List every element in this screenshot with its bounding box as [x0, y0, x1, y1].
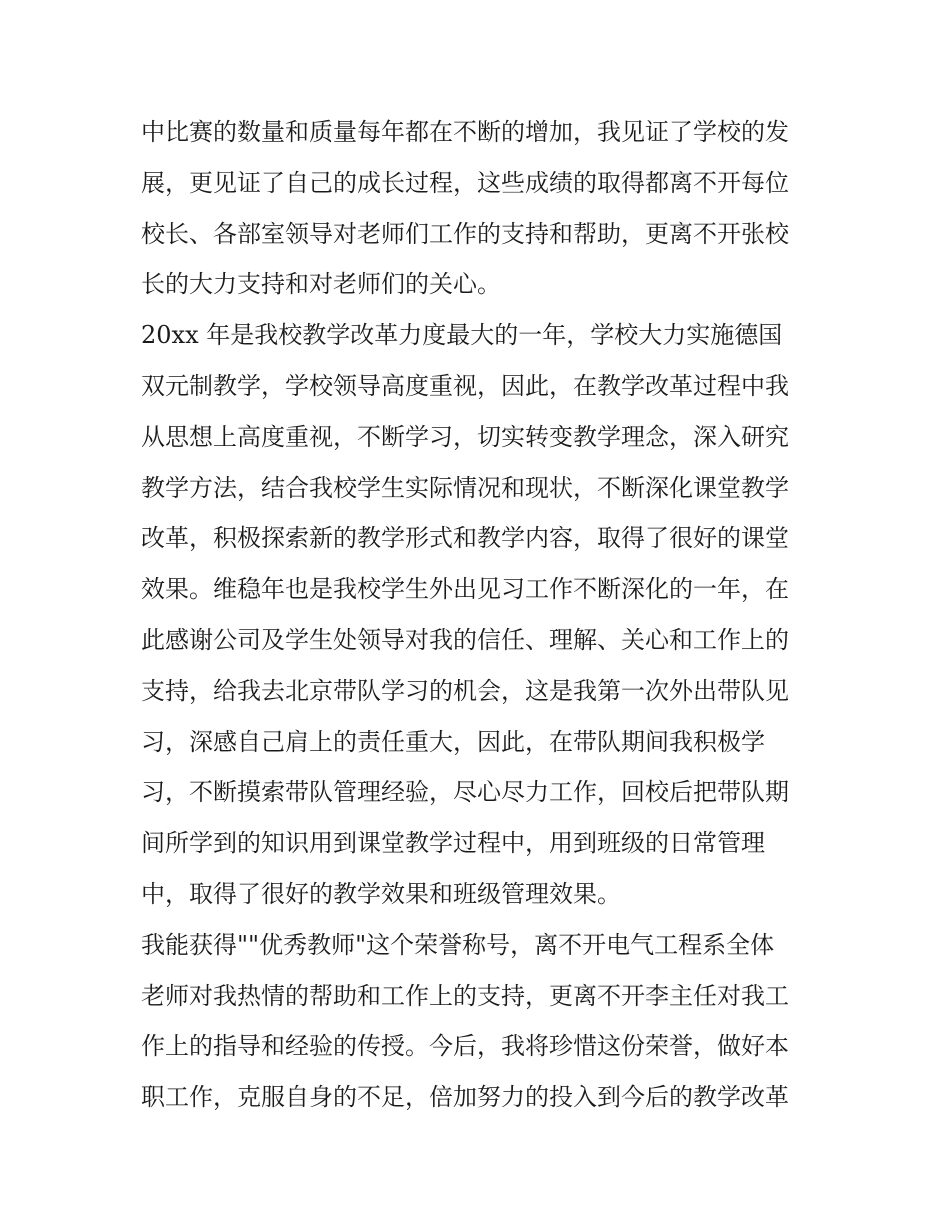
- text-line: 展，更见证了自己的成长过程，这些成绩的取得都离不开每位: [141, 168, 789, 197]
- text-line: 从思想上高度重视，不断学习，切实转变教学理念，深入研究: [141, 422, 789, 451]
- text-line: 职工作，克服自身的不足，倍加努力的投入到今后的教学改革: [141, 1083, 789, 1112]
- text-line: 效果。维稳年也是我校学生外出见习工作不断深化的一年，在: [141, 575, 789, 604]
- text-line: 校长、各部室领导对老师们工作的支持和帮助，更离不开张校: [141, 219, 789, 248]
- paragraph-2: [141, 310, 821, 920]
- text-line: 长的大力支持和对老师们的关心。: [141, 270, 501, 299]
- text-line: 老师对我热情的帮助和工作上的支持，更离不开李主任对我工: [141, 981, 789, 1010]
- text-line: 我能获得""优秀教师"这个荣誉称号，离不开电气工程系全体: [141, 930, 775, 959]
- text-line: 间所学到的知识用到课堂教学过程中，用到班级的日常管理: [141, 829, 765, 858]
- document-body: [141, 107, 821, 1123]
- paragraph-1: [141, 107, 821, 310]
- text-line: 教学方法，结合我校学生实际情况和现状，不断深化课堂教学: [141, 473, 789, 502]
- text-line: 中比赛的数量和质量每年都在不断的增加，我见证了学校的发: [141, 118, 789, 146]
- text-line: 作上的指导和经验的传授。今后，我将珍惜这份荣誉，做好本: [141, 1032, 789, 1061]
- text-line: 习，深感自己肩上的责任重大，因此，在带队期间我积极学: [141, 727, 765, 756]
- paragraph-3: [141, 920, 821, 1123]
- text-line: 此感谢公司及学生处领导对我的信任、理解、关心和工作上的: [141, 625, 789, 654]
- text-line: 习，不断摸索带队管理经验，尽心尽力工作，回校后把带队期: [141, 778, 789, 807]
- text-line: 双元制教学，学校领导高度重视，因此，在教学改革过程中我: [141, 371, 789, 400]
- text-line: 改革，积极探索新的教学形式和教学内容，取得了很好的课堂: [141, 524, 789, 553]
- text-line: 20xx 年是我校教学改革力度最大的一年，学校大力实施德国: [141, 321, 783, 350]
- text-line: 中，取得了很好的教学效果和班级管理效果。: [141, 879, 621, 908]
- text-line: 支持，给我去北京带队学习的机会，这是我第一次外出带队见: [141, 676, 789, 705]
